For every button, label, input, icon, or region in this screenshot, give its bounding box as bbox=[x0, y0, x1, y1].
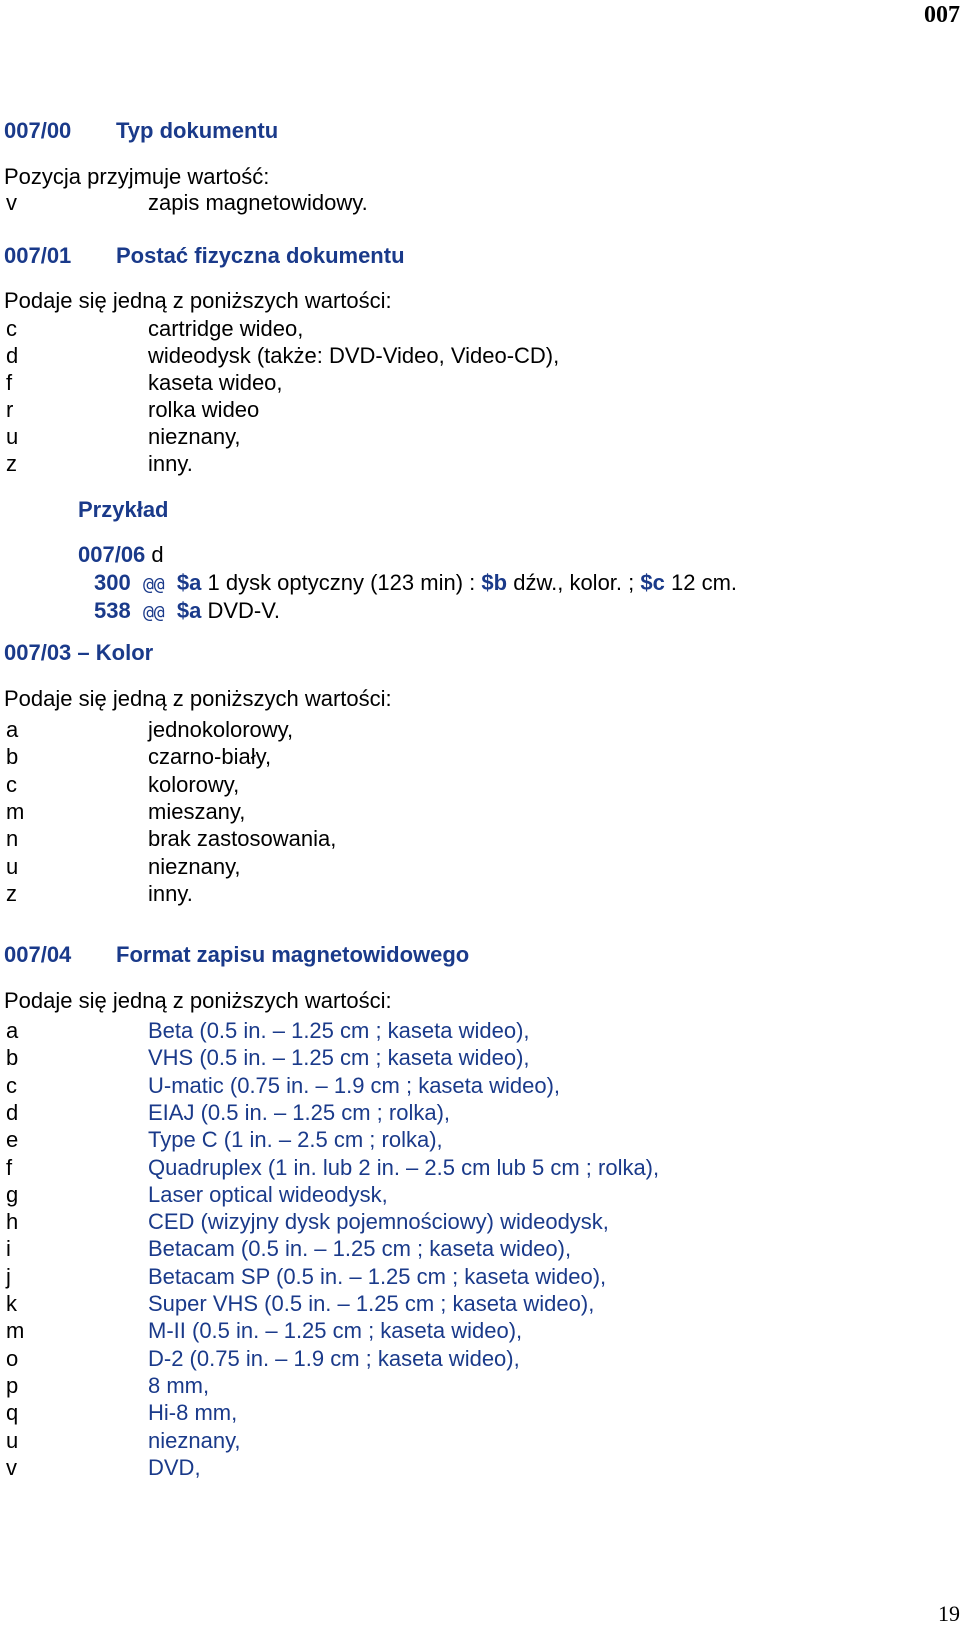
item-code: c bbox=[6, 316, 17, 341]
item-code: d bbox=[6, 1099, 19, 1125]
item-code: v bbox=[6, 1454, 17, 1480]
section-007-01-code: 007/01 bbox=[4, 243, 72, 268]
item-text: D-2 (0.75 in. – 1.9 cm ; kaseta wideo), bbox=[148, 1345, 520, 1371]
section-007-03-intro: Podaje się jedną z poniższych wartości: bbox=[4, 686, 392, 711]
subfield-code: $a bbox=[176, 570, 202, 595]
subfield-code: $b bbox=[481, 570, 508, 595]
item-text: Laser optical wideodysk, bbox=[148, 1181, 388, 1207]
item-text: Type C (1 in. – 2.5 cm ; rolka), bbox=[148, 1127, 443, 1153]
item-text: czarno-biały, bbox=[148, 744, 272, 770]
running-head: 007 bbox=[924, 2, 960, 28]
item-text: cartridge wideo, bbox=[148, 316, 304, 341]
item-text: VHS (0.5 in. – 1.25 cm ; kaseta wideo), bbox=[148, 1045, 530, 1071]
example-tag: 007/06 bbox=[78, 542, 146, 567]
item-text: nieznany, bbox=[148, 853, 241, 879]
item-code: a bbox=[6, 717, 19, 742]
item-text: rolka wideo bbox=[148, 397, 260, 422]
item-code: m bbox=[6, 798, 25, 824]
item-text: M-II (0.5 in. – 1.25 cm ; kaseta wideo), bbox=[148, 1318, 523, 1344]
item-code: z bbox=[6, 880, 17, 906]
item-code: k bbox=[6, 1291, 17, 1316]
item-text: U-matic (0.75 in. – 1.9 cm ; kaseta wideo), bbox=[148, 1072, 561, 1098]
item-text: inny. bbox=[148, 880, 193, 906]
section-007-01-title: Postać fizyczna dokumentu bbox=[116, 243, 405, 268]
item-code: c bbox=[6, 771, 17, 797]
item-code: f bbox=[6, 370, 13, 395]
item-code: b bbox=[6, 744, 19, 770]
item-text: Hi-8 mm, bbox=[148, 1400, 238, 1426]
item-text: mieszany, bbox=[148, 798, 246, 824]
item-text: Quadruplex (1 in. lub 2 in. – 2.5 cm lub 5 cm ; rolka), bbox=[148, 1154, 660, 1180]
item-code: u bbox=[6, 853, 19, 879]
item-code: d bbox=[6, 343, 19, 368]
item-code: b bbox=[6, 1045, 19, 1071]
item-text: nieznany, bbox=[148, 1427, 241, 1453]
item-text: Betacam SP (0.5 in. – 1.25 cm ; kaseta wideo), bbox=[148, 1263, 607, 1289]
item-text: inny. bbox=[148, 451, 193, 476]
item-code: g bbox=[6, 1181, 19, 1207]
item-code: j bbox=[6, 1263, 11, 1289]
example-line-2 bbox=[94, 570, 737, 598]
subfield-code: $c bbox=[640, 570, 665, 595]
example-indicators: @@ bbox=[142, 602, 165, 623]
item-text: kolorowy, bbox=[148, 771, 240, 797]
section-007-00-intro: Pozycja przyjmuje wartość: bbox=[4, 164, 270, 189]
item-code: f bbox=[6, 1154, 13, 1180]
item-code: c bbox=[6, 1072, 17, 1098]
page-number: 19 bbox=[938, 1601, 960, 1626]
subfield-value: 1 dysk optyczny (123 min) : bbox=[207, 570, 476, 595]
item-text: CED (wizyjny dysk pojemnościowy) wideodysk, bbox=[148, 1209, 609, 1235]
example-line-1 bbox=[78, 542, 164, 568]
item-text: brak zastosowania, bbox=[148, 826, 337, 852]
item-code: u bbox=[6, 424, 19, 449]
item-code: o bbox=[6, 1345, 19, 1371]
section-007-00-title: Typ dokumentu bbox=[116, 118, 279, 143]
section-007-00-code: 007/00 bbox=[4, 118, 72, 143]
example-tag: 538 bbox=[94, 598, 131, 623]
item-code: n bbox=[6, 826, 19, 852]
item-text: wideodysk (także: DVD-Video, Video-CD), bbox=[148, 343, 560, 368]
item-code: e bbox=[6, 1127, 19, 1153]
example-tag: 300 bbox=[94, 570, 131, 595]
item-text: EIAJ (0.5 in. – 1.25 cm ; rolka), bbox=[148, 1099, 451, 1125]
section-007-04-code: 007/04 bbox=[4, 942, 72, 967]
item-code: i bbox=[6, 1236, 11, 1262]
section-007-04-title: Format zapisu magnetowidowego bbox=[116, 942, 470, 967]
item-text: Beta (0.5 in. – 1.25 cm ; kaseta wideo), bbox=[148, 1018, 530, 1043]
item-code: m bbox=[6, 1318, 25, 1344]
subfield-code: $a bbox=[176, 598, 202, 623]
section-007-04-intro: Podaje się jedną z poniższych wartości: bbox=[4, 988, 392, 1013]
item-text: kaseta wideo, bbox=[148, 370, 283, 395]
item-code: u bbox=[6, 1427, 19, 1453]
example-line-3 bbox=[94, 598, 280, 626]
item-code: r bbox=[6, 397, 14, 422]
item-text: DVD, bbox=[148, 1454, 201, 1480]
item-text: Super VHS (0.5 in. – 1.25 cm ; kaseta wideo), bbox=[148, 1291, 595, 1316]
item-code: p bbox=[6, 1372, 19, 1398]
item-code: h bbox=[6, 1209, 19, 1235]
item-text: Betacam (0.5 in. – 1.25 cm ; kaseta wideo), bbox=[148, 1236, 572, 1262]
item-text: zapis magnetowidowy. bbox=[148, 190, 368, 215]
item-code: q bbox=[6, 1400, 19, 1426]
subfield-value: DVD-V. bbox=[207, 598, 281, 623]
item-code: a bbox=[6, 1018, 19, 1043]
item-code: v bbox=[6, 190, 17, 215]
item-text: 8 mm, bbox=[148, 1372, 210, 1398]
section-007-03-title: 007/03 – Kolor bbox=[4, 640, 154, 665]
section-007-01-intro: Podaje się jedną z poniższych wartości: bbox=[4, 288, 392, 313]
example-indicators: @@ bbox=[142, 574, 165, 595]
item-text: nieznany, bbox=[148, 424, 241, 449]
item-text: jednokolorowy, bbox=[148, 717, 294, 742]
example-value: d bbox=[151, 542, 164, 567]
subfield-value: dźw., kolor. ; bbox=[513, 570, 635, 595]
item-code: z bbox=[6, 451, 17, 476]
subfield-value: 12 cm. bbox=[671, 570, 738, 595]
example-heading: Przykład bbox=[78, 497, 169, 522]
